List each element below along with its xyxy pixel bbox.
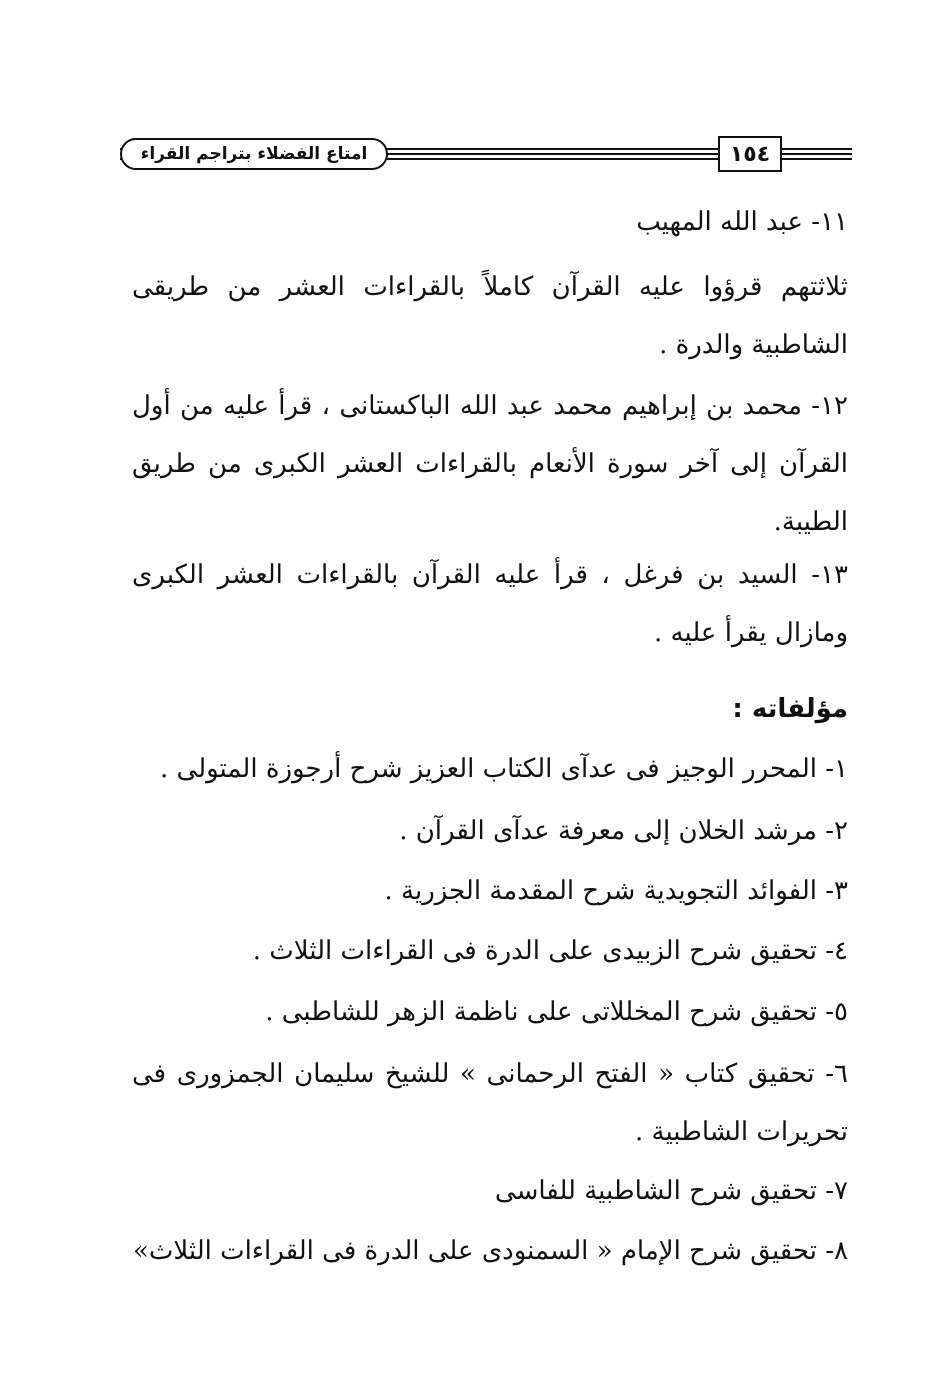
list-item-12: ١٢- محمد بن إبراهيم محمد عبد الله الباكستانى ، قرأ عليه من أول القرآن إلى آخر سورة الأنعام بالقراءات العشر الكبرى من طريق الطيبة. [132,391,848,537]
running-header [120,136,852,174]
works-item-3: ٣- الفوائد التجويدية شرح المقدمة الجزرية . [384,876,848,906]
works-heading: مؤلفاته : [732,694,848,724]
works-item-2: ٢- مرشد الخلان إلى معرفة عدآى القرآن . [399,816,848,846]
works-item-8: ٨- تحقيق شرح الإمام « السمنودى على الدرة فى القراءات الثلاث» [132,1236,848,1266]
list-item-11: ١١- عبد الله المهيب [636,207,848,237]
works-item-7: ٧- تحقيق شرح الشاطبية للفاسى [494,1176,848,1206]
works-item-5: ٥- تحقيق شرح المخللاتى على ناظمة الزهر للشاطبى . [265,997,848,1027]
works-item-6: ٦- تحقيق كتاب « الفتح الرحمانى » للشيخ سليمان الجمزورى فى تحريرات الشاطبية . [132,1059,848,1147]
works-item-4: ٤- تحقيق شرح الزبيدى على الدرة فى القراءات الثلاث . [252,936,848,966]
works-item-1: ١- المحرر الوجيز فى عدآى الكتاب العزيز شرح أرجوزة المتولى . [160,754,848,784]
page-number: ١٥٤ [718,136,782,172]
book-title: امتاع الفضلاء بتراجم القراء [120,138,388,170]
paragraph: ثلاثتهم قرؤوا عليه القرآن كاملاً بالقراءات العشر من طريقى الشاطبية والدرة . [132,272,848,360]
list-item-13: ١٣- السيد بن فرغل ، قرأ عليه القرآن بالقراءات العشر الكبرى ومازال يقرأ عليه . [132,560,848,648]
